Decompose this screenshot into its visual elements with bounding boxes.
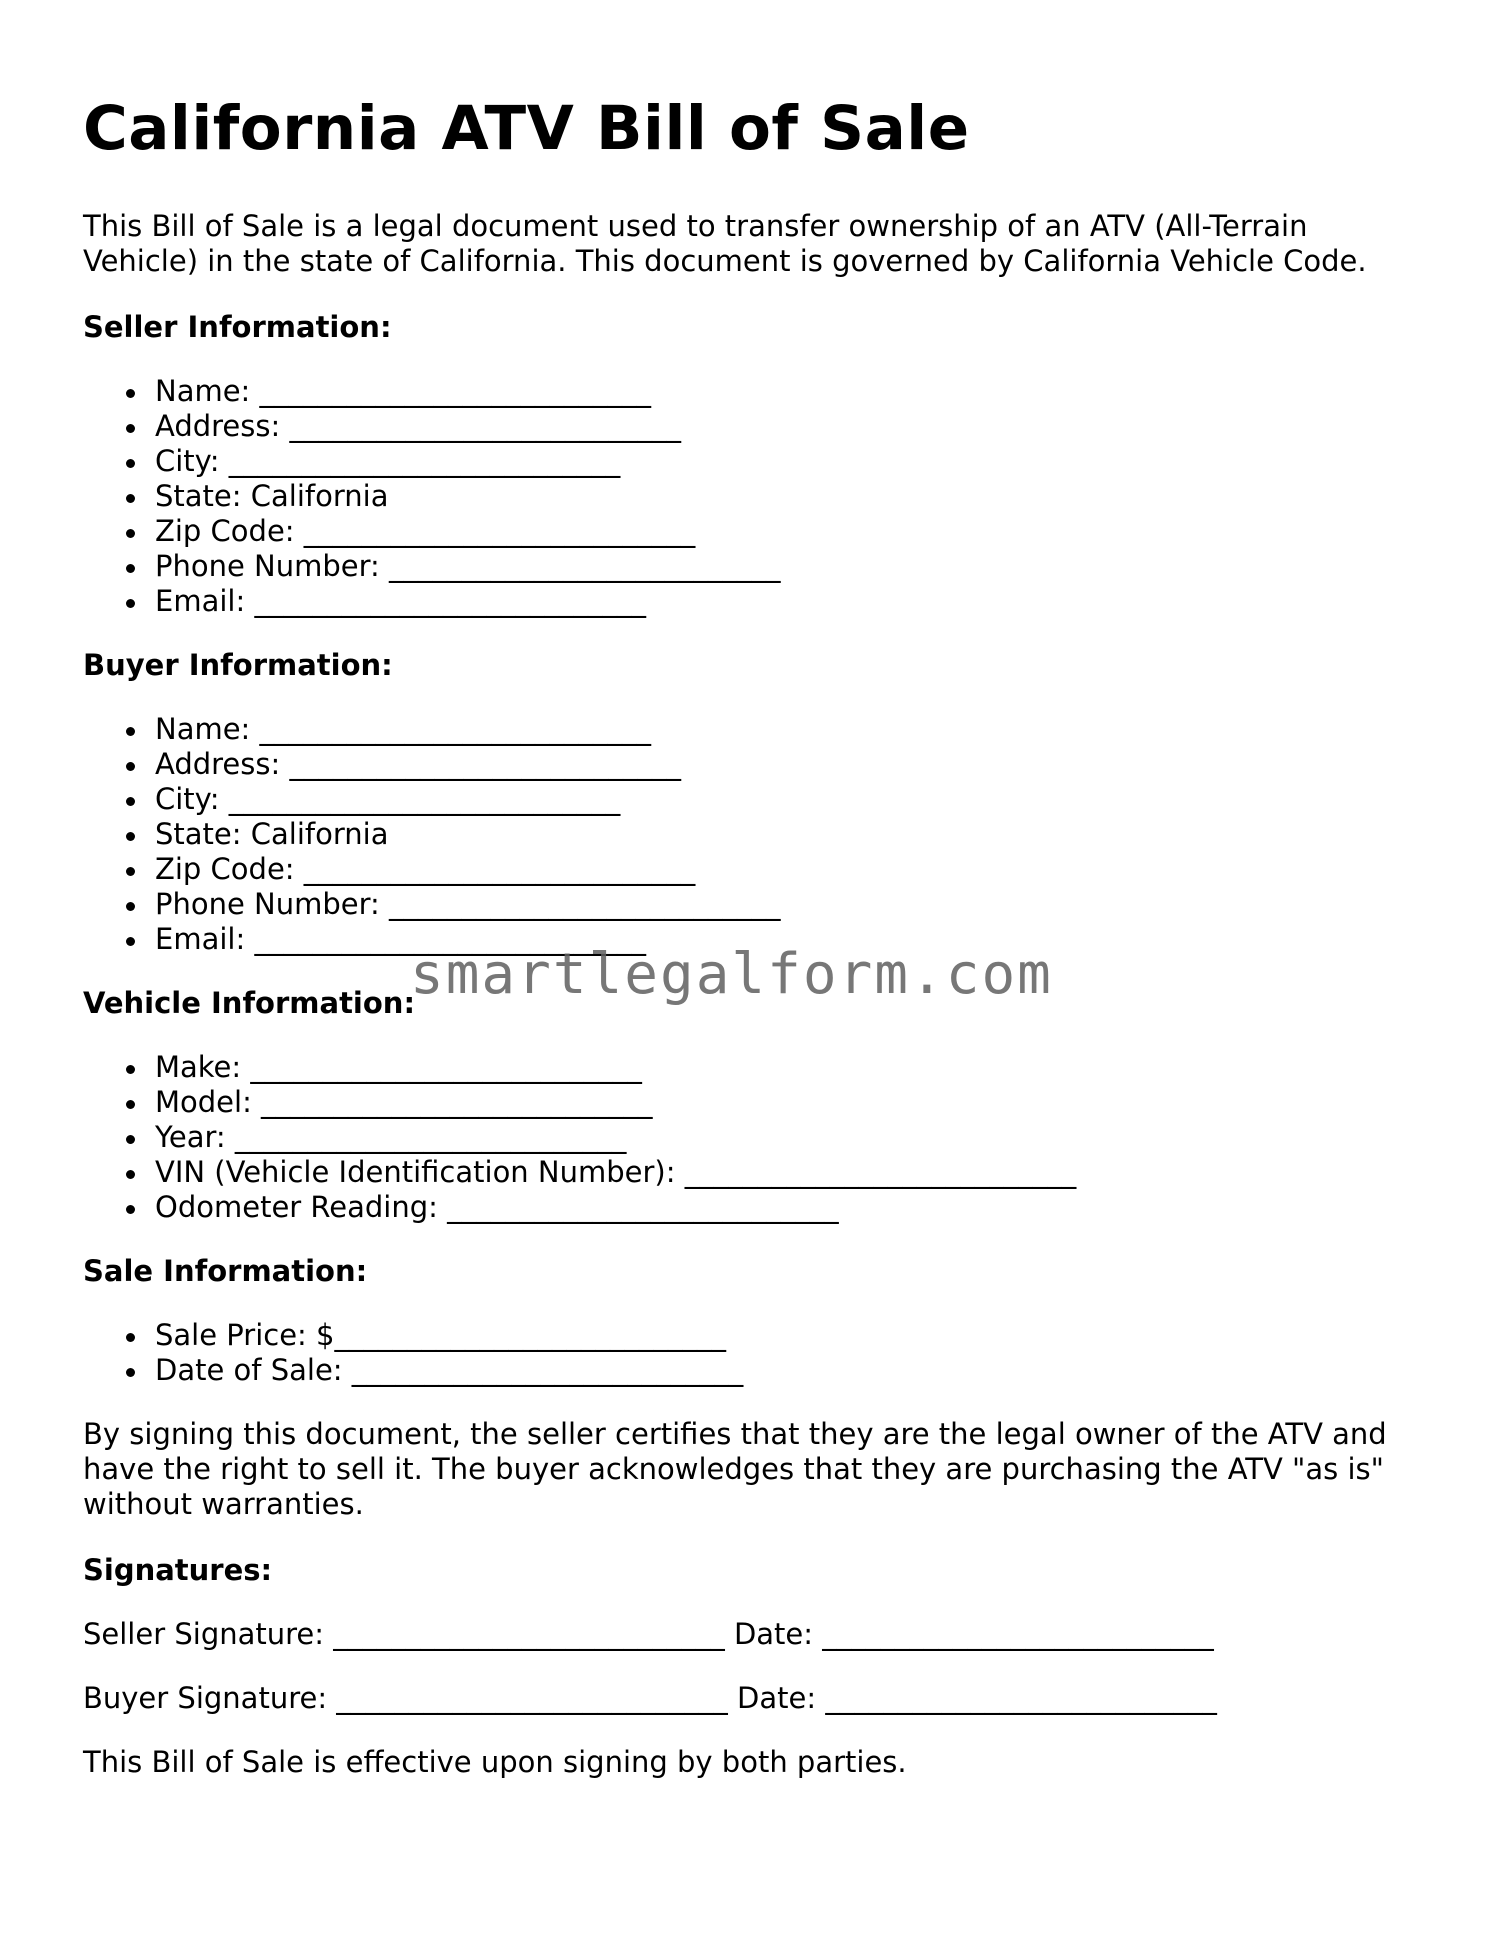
buyer-zip-field: Zip Code: ___________________________ [155,852,1423,887]
vehicle-vin-field: VIN (Vehicle Identification Number): ___________________________ [155,1155,1423,1190]
buyer-email-field: Email: ___________________________ [155,922,1423,957]
certification-paragraph: By signing this document, the seller certifies that they are the legal owner of the ATV and have the right to sell it. The buyer acknowledges that they are purchasing the ATV "as is" without warranties. [83,1417,1387,1521]
seller-address-field: Address: ___________________________ [155,409,1423,444]
vehicle-section-heading: Vehicle Information: [83,986,416,1020]
buyer-address-field: Address: ___________________________ [155,747,1423,782]
seller-phone-field: Phone Number: ___________________________ [155,549,1423,584]
sale-info-list [83,1318,1423,1388]
sale-price-field: Sale Price: $___________________________ [155,1318,1423,1353]
seller-section-heading: Seller Information: [83,310,392,344]
buyer-info-list [83,712,1423,957]
vehicle-make-field: Make: ___________________________ [155,1050,1423,1085]
seller-email-field: Email: ___________________________ [155,584,1423,619]
seller-city-field: City: ___________________________ [155,444,1423,479]
watermark-text: smartlegalform.com [410,942,1053,1007]
sale-date-field: Date of Sale: ___________________________ [155,1353,1423,1388]
seller-zip-field: Zip Code: ___________________________ [155,514,1423,549]
buyer-city-field: City: ___________________________ [155,782,1423,817]
closing-statement: This Bill of Sale is effective upon signing by both parties. [83,1745,907,1779]
vehicle-model-field: Model: ___________________________ [155,1085,1423,1120]
document-title: California ATV Bill of Sale [83,93,970,164]
document-page [83,93,1423,1780]
sale-section-heading: Sale Information: [83,1254,368,1288]
vehicle-year-field: Year: ___________________________ [155,1120,1423,1155]
signatures-section-heading: Signatures: [83,1553,273,1587]
seller-signature-line: Seller Signature: ___________________________ Date: ___________________________ [83,1617,1214,1651]
vehicle-info-list [83,1050,1423,1225]
buyer-signature-line: Buyer Signature: ___________________________ Date: ___________________________ [83,1681,1217,1715]
intro-paragraph: This Bill of Sale is a legal document used to transfer ownership of an ATV (All-Terrain Vehicle) in the state of California. This document is governed by California Vehicle Code. [83,209,1367,278]
buyer-name-field: Name: ___________________________ [155,712,1423,747]
seller-name-field: Name: ___________________________ [155,374,1423,409]
buyer-phone-field: Phone Number: ___________________________ [155,887,1423,922]
seller-info-list [83,374,1423,619]
buyer-section-heading: Buyer Information: [83,648,393,682]
buyer-state-field: State: California [155,817,1423,852]
seller-state-field: State: California [155,479,1423,514]
vehicle-odometer-field: Odometer Reading: ___________________________ [155,1190,1423,1225]
